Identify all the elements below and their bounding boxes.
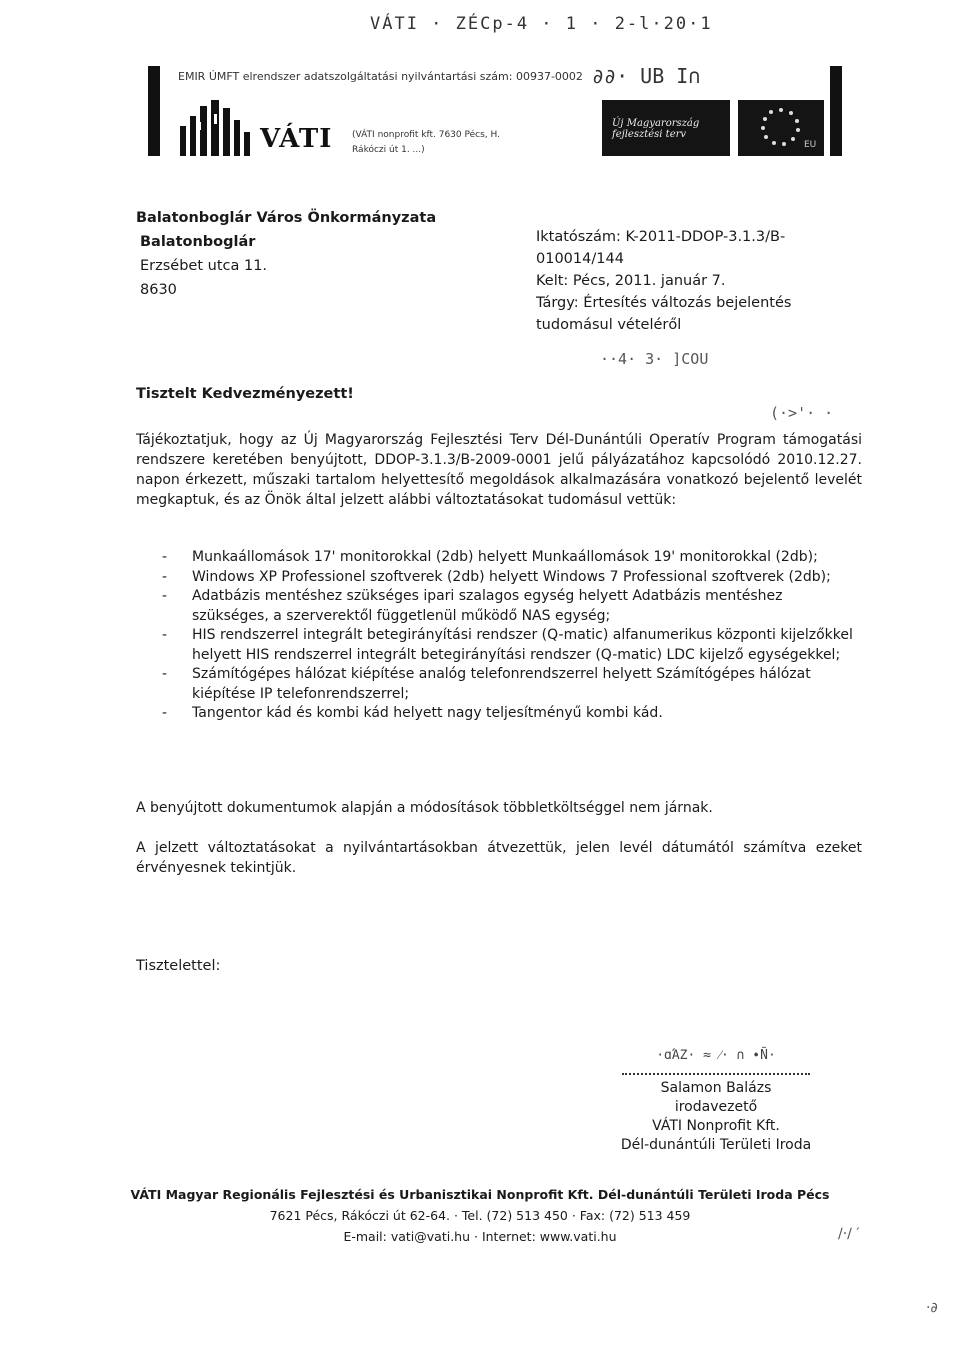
list-item-text: HIS rendszerrel integrált betegirányítási rendszer (Q-matic) alfanumerikus központi kijelzőkkel helyett HIS rendszerrel integrált betegirányítási rendszer (Q-matic) LDC kijelző egységekkel;: [192, 627, 853, 663]
recipient-org: Balatonboglár Város Önkormányzata: [136, 210, 437, 226]
signer-office: Dél-dunántúli Területi Iroda: [620, 1137, 812, 1153]
eu-flag-badge: [738, 100, 824, 156]
changes-list: [136, 548, 862, 724]
list-item: - Tangentor kád és kombi kád helyett nagy teljesítményű kombi kád.: [162, 705, 663, 721]
vati-logo: [178, 96, 358, 156]
signer-title: irodavezető: [674, 1099, 758, 1115]
uj-magyarorszag-badge: [602, 100, 730, 156]
list-item: - HIS rendszerrel integrált betegirányítási rendszer (Q-matic) alfanumerikus központi kijelzőkkel helyett HIS rendszerrel integrált betegirányítási rendszer (Q-matic) LDC kijelző egységekkel;: [162, 627, 853, 663]
signer-org: VÁTI Nonprofit Kft.: [652, 1118, 780, 1134]
letter-footer: [0, 1184, 960, 1247]
list-item: - Munkaállomások 17' monitorokkal (2db) helyett Munkaállomások 19' monitorokkal (2db);: [162, 549, 818, 565]
salutation: Tisztelt Kedvezményezett!: [136, 386, 354, 402]
list-item-text: Adatbázis mentéshez szükséges ipari szalagos egység helyett Adatbázis mentéshez szükséges, a szerverektől függetlenül működő NAS egység;: [192, 588, 783, 624]
footer-org-name: VÁTI Magyar Regionális Fejlesztési és Urbanisztikai Nonprofit Kft. Dél-dunántúli Területi Iroda Pécs: [130, 1187, 830, 1202]
list-item: - Adatbázis mentéshez szükséges ipari szalagos egység helyett Adatbázis mentéshez szükséges, a szerverektől függetlenül működő NAS egység;: [162, 588, 783, 624]
letter-meta: [536, 226, 846, 336]
handwritten-mark: ∂∂· UB I∩: [592, 64, 701, 88]
list-item-text: Számítógépes hálózat kiépítése analóg telefonrendszerrel helyett Számítógépes hálózat kiépítése IP telefonrendszerrel;: [192, 666, 811, 702]
list-item: - Számítógépes hálózat kiépítése analóg telefonrendszerrel helyett Számítógépes hálózat kiépítése IP telefonrendszerrel;: [162, 666, 811, 702]
header-address: (VÁTI nonprofit kft. 7630 Pécs, H. Rákóczi út 1. ...): [352, 130, 500, 155]
logo-text: VÁTI: [260, 124, 333, 154]
list-item-text: Windows XP Professionel szoftverek (2db) helyett Windows 7 Professional szoftverek (2db);: [192, 568, 831, 585]
margin-scribble: ∕·∕ ′: [838, 1226, 860, 1242]
recipient-block: [136, 206, 516, 302]
handwritten-signature: ·ɑΆΖ· ≈ ⁄· ∩ ∙Ñ·: [656, 1048, 776, 1063]
header-right-bar: [830, 66, 842, 156]
subject-line1: Tárgy: Értesítés változás bejelentés: [536, 295, 792, 311]
stamp-marks-secondary: (·>'· ·: [770, 404, 834, 422]
system-reference-line: EMIR ÚMFT elrendszer adatszolgáltatási nyilvántartási szám: 00937-0002: [178, 70, 583, 83]
badge-eu-text: EU: [804, 140, 817, 150]
signature-dotted-line: [622, 1065, 810, 1075]
body-paragraph-cost: A benyújtott dokumentumok alapján a módosítások többletköltséggel nem járnak.: [136, 800, 713, 816]
list-item-text: Munkaállomások 17' monitorokkal (2db) helyett Munkaállomások 19' monitorokkal (2db);: [192, 549, 818, 565]
recipient-street: Erzsébet utca 11.: [140, 258, 268, 274]
body-paragraph-validity: A jelzett változtatásokat a nyilvántartásokban átvezettük, jelen levél dátumától számítva ezeket érvényesnek tekintjük.: [136, 840, 862, 876]
vati-logo-icon: [178, 96, 256, 156]
signature-block: [616, 1046, 816, 1155]
header-left-bar: [148, 66, 160, 156]
reference-number-line2: 010014/144: [536, 251, 624, 267]
reference-number-line1: Iktatószám: K-2011-DDOP-3.1.3/B-: [536, 229, 786, 245]
subject-line2: tudomásul vételéről: [536, 317, 682, 333]
body-paragraph-intro: Tájékoztatjuk, hogy az Új Magyarország Fejlesztési Terv Dél-Dunántúli Operatív Program támogatási rendszere keretében benyújtott, DDOP-3.1.3/B-2009-0001 jelű pályázatához kapcsolódó 2010.12.27. napon érkezett, műszaki tartalom helyettesítő megoldások alkalmazására vonatkozó bejelentő levelét megkaptuk, és az Önök által jelzett alábbi változtatásokat tudomásul vettük:: [136, 432, 862, 508]
top-handwriting: VÁTI · ZÉCp-4 · 1 · 2-l·20·1: [370, 14, 713, 34]
closing-regards: Tisztelettel:: [136, 958, 221, 974]
footer-address: 7621 Pécs, Rákóczi út 62-64. · Tel. (72) 513 450 · Fax: (72) 513 459: [269, 1208, 691, 1223]
list-item-text: Tangentor kád és kombi kád helyett nagy teljesítményű kombi kád.: [192, 705, 663, 721]
stamp-marks: ··4· 3· ]COU: [600, 350, 709, 368]
recipient-zip: 8630: [140, 282, 177, 298]
badge-text: Új Magyarország fejlesztési terv: [612, 118, 700, 140]
corner-scribble: ·∂: [926, 1300, 938, 1316]
letter-date: Kelt: Pécs, 2011. január 7.: [536, 273, 726, 289]
signer-name: Salamon Balázs: [660, 1080, 772, 1096]
footer-contact: E-mail: vati@vati.hu · Internet: www.vati.hu: [343, 1229, 617, 1244]
list-item: - Windows XP Professionel szoftverek (2db) helyett Windows 7 Professional szoftverek (2db);: [162, 568, 831, 585]
recipient-city: Balatonboglár: [140, 234, 256, 250]
